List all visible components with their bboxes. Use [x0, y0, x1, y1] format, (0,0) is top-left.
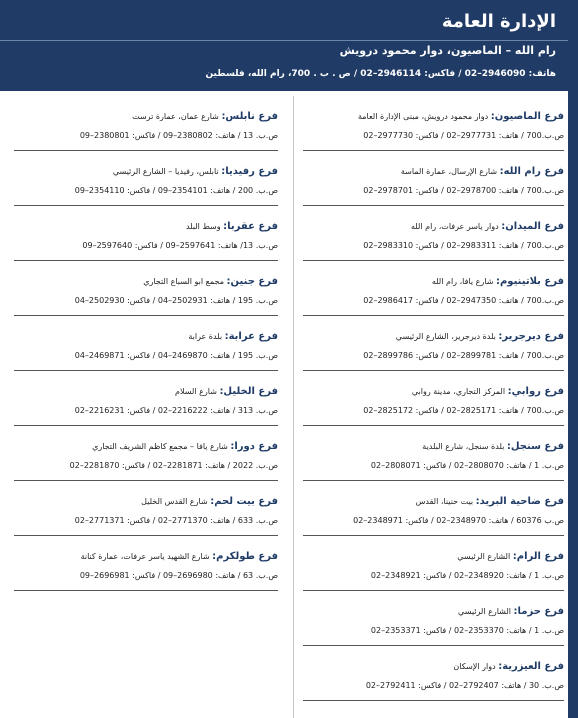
branch-contact-details: ص.ب.700 / هاتف: 2947350–02 / فاكس: 2986417–02 — [363, 296, 564, 305]
branch-name: فرع ديرجرير: — [498, 331, 564, 342]
branch-location: شارع يافا – مجمع كاظم الشريف التجاري — [92, 442, 228, 451]
branch-contact-details: ص.ب. 1 / هاتف: 2808070–02 / فاكس: 2808071–02 — [370, 461, 564, 470]
branch-name: فرع حزما: — [513, 606, 564, 617]
branch-name: فرع ضاحية البريد: — [475, 496, 564, 507]
branch-name: فرع رفيديا: — [221, 166, 278, 177]
branch-location: دوار محمود درويش، مبنى الإدارة العامة — [357, 112, 489, 121]
branch-entry — [14, 96, 278, 151]
head-office-address: رام الله – الماصيون، دوار محمود درويش — [339, 44, 556, 57]
branch-heading — [186, 220, 278, 234]
branch-heading — [411, 220, 564, 234]
branch-heading — [188, 330, 278, 344]
branch-name: فرع سنجل: — [506, 441, 564, 452]
branch-heading — [457, 550, 564, 564]
branch-entry — [14, 426, 278, 481]
branch-heading — [396, 330, 564, 344]
branch-contact-details: ص.ب.700 / هاتف: 2978700–02 / فاكس: 2978701–02 — [363, 186, 564, 195]
branch-location: دوار ياسر عرفات، رام الله — [410, 222, 499, 231]
branch-entry — [14, 536, 278, 591]
branch-contact-details: ص.ب. 195 / هاتف: 2502931–04 / فاكس: 2502930–04 — [74, 296, 278, 305]
branch-entry — [14, 371, 278, 426]
head-office-contact: هاتف: 2946090–02 / فاكس: 2946114–02 / ص . ب . 700، رام الله، فلسطين — [205, 69, 556, 79]
header-divider — [0, 40, 568, 41]
branch-location: دوار الإسكان — [453, 662, 496, 671]
branch-location: شارع السلام — [175, 387, 217, 396]
branch-heading — [92, 440, 278, 454]
branches-left-column — [14, 96, 278, 591]
branch-contact-details: ص.ب. 200 / هاتف: 2354101–09 / فاكس: 2354110–09 — [74, 186, 278, 195]
head-office-header — [0, 0, 568, 91]
branch-heading — [141, 495, 278, 509]
branch-heading — [432, 275, 564, 289]
branch-heading — [453, 660, 564, 674]
branch-entry — [303, 316, 564, 371]
branch-contact-details: ص.ب 60376 / هاتف: 2348970–02 / فاكس: 2348971–02 — [353, 516, 564, 525]
branch-location: وسط البلد — [185, 222, 221, 231]
branch-location: نابلس، رفيديا – الشارع الرئيسي — [112, 167, 219, 176]
branch-name: فرع عرابة: — [224, 331, 278, 342]
branch-name: فرع بلاتينيوم: — [495, 276, 564, 287]
branch-location: بلدة عرابة — [188, 332, 223, 341]
branch-name: فرع روابي: — [507, 386, 564, 397]
branch-entry — [303, 371, 564, 426]
branch-entry — [303, 591, 564, 646]
branch-entry — [14, 316, 278, 371]
branch-contact-details: ص.ب. 633 / هاتف: 2771370–02 / فاكس: 2771371–02 — [74, 516, 278, 525]
branches-right-column — [303, 96, 564, 701]
branch-name: فرع العيزرية: — [498, 661, 564, 672]
branch-heading — [422, 440, 564, 454]
branch-name: فرع الخليل: — [219, 386, 278, 397]
edge-strip — [568, 0, 578, 718]
branch-contact-details: ص.ب. 30 / هاتف: 2792407–02 / فاكس: 2792411–02 — [365, 681, 564, 690]
branch-name: فرع طولكرم: — [212, 551, 278, 562]
branch-location: مجمع ابو السباع التجاري — [143, 277, 224, 286]
branch-name: فرع بيت لحم: — [210, 496, 278, 507]
branch-entry — [303, 151, 564, 206]
branch-entry — [303, 536, 564, 591]
branch-entry — [303, 646, 564, 701]
branch-heading — [175, 385, 278, 399]
branch-entry — [14, 261, 278, 316]
branch-location: المركز التجاري، مدينة روابي — [411, 387, 506, 396]
branch-heading — [358, 110, 564, 124]
branch-contact-details: ص.ب.700 / هاتف: 2983311–02 / فاكس: 2983310–02 — [363, 241, 564, 250]
branch-name: فرع جنين: — [226, 276, 278, 287]
branch-heading — [458, 605, 564, 619]
page-title: الإدارة العامة — [441, 11, 556, 32]
branch-entry — [14, 206, 278, 261]
branch-contact-details: ص.ب. 313 / هاتف: 2216222–02 / فاكس: 2216231–02 — [74, 406, 278, 415]
branch-heading — [143, 275, 278, 289]
branch-location: بيت حنينا، القدس — [415, 497, 474, 506]
branch-name: فرع الرام: — [512, 551, 564, 562]
branch-contact-details: ص.ب. 195 / هاتف: 2469870–04 / فاكس: 2469871–04 — [74, 351, 278, 360]
branch-contact-details: ص.ب. 1 / هاتف: 2348920–02 / فاكس: 2348921–02 — [370, 571, 564, 580]
branch-heading — [416, 495, 564, 509]
branch-heading — [81, 550, 278, 564]
branch-entry — [14, 481, 278, 536]
branch-contact-details: ص.ب. 13/ هاتف: 2597641–09 / فاكس: 2597640–09 — [82, 241, 278, 250]
branch-entry — [303, 206, 564, 261]
branch-entry — [303, 481, 564, 536]
branch-contact-details: ص.ب.700 / هاتف: 2899781–02 / فاكس: 2899786–02 — [363, 351, 564, 360]
branch-location: شارع يافا، رام الله — [431, 277, 494, 286]
branch-name: فرع رام الله: — [499, 166, 564, 177]
branch-location: شارع الشهيد ياسر عرفات، عمارة كنانة — [80, 552, 210, 561]
branch-name: فرع عقربا: — [223, 221, 278, 232]
branch-entry — [303, 261, 564, 316]
branch-location: شارع الإرسال، عمارة الماسة — [400, 167, 498, 176]
branch-contact-details: ص.ب. 13 / هاتف: 2380802–09 / فاكس: 2380801–09 — [79, 131, 278, 140]
branch-name: فرع الماصيون: — [490, 111, 564, 122]
branch-heading — [132, 110, 278, 124]
branch-entry — [14, 151, 278, 206]
branch-contact-details: ص.ب.700 / هاتف: 2825171–02 / فاكس: 2825172–02 — [363, 406, 564, 415]
branch-contact-details: ص.ب. 1 / هاتف: 2353370–02 / فاكس: 2353371–02 — [370, 626, 564, 635]
branch-contact-details: ص.ب.700 / هاتف: 2977731–02 / فاكس: 2977730–02 — [363, 131, 564, 140]
branch-location: الشارع الرئيسي — [457, 552, 511, 561]
branch-entry — [303, 96, 564, 151]
branch-contact-details: ص.ب. 2022 / هاتف: 2281871–02 / فاكس: 2281870–02 — [69, 461, 278, 470]
branch-location: شارع عمان، عمارة ترست — [132, 112, 219, 121]
column-divider — [293, 96, 294, 718]
branch-location: الشارع الرئيسي — [458, 607, 511, 616]
branch-location: شارع القدس الخليل — [141, 497, 208, 506]
branch-heading — [113, 165, 278, 179]
branch-heading — [401, 165, 564, 179]
branch-location: بلدة ديرجرير، الشارع الرئيسي — [395, 332, 496, 341]
branch-entry — [303, 426, 564, 481]
branch-contact-details: ص.ب. 63 / هاتف: 2696980–09 / فاكس: 2696981–09 — [79, 571, 278, 580]
branch-name: فرع الميدان: — [501, 221, 564, 232]
branch-heading — [412, 385, 564, 399]
branch-name: فرع نابلس: — [221, 111, 278, 122]
branch-location: بلدة سنجل، شارع البلدية — [422, 442, 505, 451]
branch-name: فرع دورا: — [230, 441, 278, 452]
